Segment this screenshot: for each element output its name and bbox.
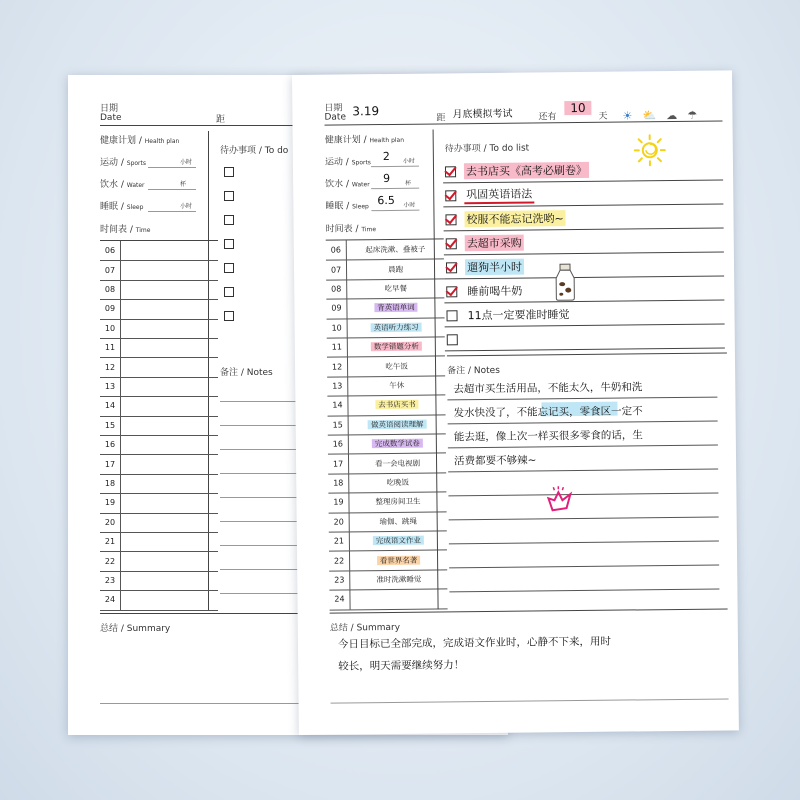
cloud-icon[interactable]: ☁ xyxy=(666,108,678,123)
schedule-activity-text: 准时洗漱睡觉 xyxy=(376,574,422,585)
sleep-label: 睡眠 / Sleep xyxy=(100,202,144,212)
schedule-row xyxy=(100,319,218,339)
schedule-row xyxy=(326,259,444,281)
note-line xyxy=(449,517,719,521)
todo-checkbox[interactable] xyxy=(446,286,457,297)
schedule-hour: 07 xyxy=(326,260,347,280)
schedule-row xyxy=(100,513,218,533)
todo-checkbox[interactable] xyxy=(445,214,456,225)
todo-text: 11点一定要准时睡觉 xyxy=(467,308,570,323)
note-line xyxy=(220,593,305,594)
schedule-hour: 23 xyxy=(329,570,350,590)
schedule-hour: 11 xyxy=(100,338,121,357)
schedule-hour: 22 xyxy=(329,551,350,571)
todo-checkbox[interactable] xyxy=(446,262,457,273)
schedule-hour: 10 xyxy=(100,319,121,338)
schedule-hour: 15 xyxy=(328,415,349,435)
schedule-label: 时间表 / Time xyxy=(325,224,377,235)
schedule-hour: 09 xyxy=(100,299,121,318)
schedule-row xyxy=(100,532,218,552)
schedule-activity xyxy=(348,341,445,353)
todo-checkbox[interactable] xyxy=(446,238,457,249)
schedule-activity-text: 完成语文作业 xyxy=(373,536,424,546)
schedule-activity-text: 完成数学试卷 xyxy=(372,439,423,449)
schedule-hour: 13 xyxy=(100,377,121,396)
schedule-activity xyxy=(347,244,444,256)
water-label: 饮水 / Water xyxy=(325,179,370,190)
rain-icon[interactable]: ☂ xyxy=(687,108,698,122)
sleep-label: 睡眠 / Sleep xyxy=(325,201,369,212)
health-plan-label: 健康计划 / Health plan xyxy=(324,135,405,146)
note-line xyxy=(220,449,305,450)
schedule-activity-text: 去书店买书 xyxy=(375,400,419,409)
sports-label: 运动 / Sports xyxy=(100,158,146,168)
date-label: 日期 Date xyxy=(100,104,122,123)
schedule-activity-text xyxy=(396,594,402,603)
sports-label: 运动 / Sports xyxy=(324,157,371,168)
note-line xyxy=(447,397,717,401)
todo-text: 校服不能忘记洗哟~ xyxy=(464,210,565,227)
schedule-activity-text: 数学错题分析 xyxy=(371,342,422,352)
todo-checkbox[interactable] xyxy=(224,239,234,249)
days-left: 10 xyxy=(564,101,591,115)
schedule-activity xyxy=(348,379,445,391)
schedule-row xyxy=(100,416,218,436)
schedule-hour: 12 xyxy=(100,357,121,376)
notes-label: 备注 / Notes xyxy=(220,368,273,378)
summary-line: 今日目标已全部完成，完成语文作业时，心静不下来，用时 xyxy=(337,635,612,651)
date-label: 日期 Date xyxy=(324,103,347,123)
schedule-row xyxy=(326,278,444,300)
schedule-activity xyxy=(349,457,446,469)
schedule-row xyxy=(100,435,218,455)
schedule-row xyxy=(100,338,218,358)
schedule-hour: 09 xyxy=(326,299,347,319)
note-line xyxy=(220,425,305,426)
schedule-row xyxy=(328,472,446,494)
note-line-text: 能去逛，像上次一样买很多零食的话，生 xyxy=(453,429,643,444)
schedule-activity-text: 整理房间卫生 xyxy=(375,497,421,507)
schedule-activity xyxy=(350,515,447,527)
schedule-hour: 17 xyxy=(328,454,349,474)
countdown-label: 距 xyxy=(216,115,226,125)
schedule-row xyxy=(100,551,218,571)
notes-label: 备注 / Notes xyxy=(447,365,500,377)
front-planner-page: 日期 Date 3.19 距 月底模拟考试 还有 10 天 ☀ ⛅ ☁ ☂ 健康计划 / Health plan 运动 / Sports 2 小时 饮水 / Water 9 杯 睡眠 / Sleep 6.5 小时 时间表 / Time 06 起床洗漱、叠被子 07 晨跑 08 吃早餐 09 背英语单词 10 英语听力练习 11 数学错题分析 12 吃午饭 13 午休 14 去书店买书 15 做英语阅读理解 16 完成数学试卷 17 看一会电视剧 18 吃晚饭 19 整理房间卫生 20 瑜伽、跳绳 21 完成语文作业 22 看世界名著 23 准时洗漱睡觉 24 待办事项 / To do list 去书店买《高考必刷卷》 巩固英语语法 校服不能忘记洗哟~ 去超市采购 遛狗半小时 睡前喝牛奶 11点一定要准时睡觉 备注 / Notes 去超市买生活用品，不能太久，牛奶和洗 发水快没了，不能忘记买，零食区一定不 能去逛，像上次一样买很多零食的话，生 活费都要不够辣~ 总结 / Summary 今日目标已全部完成，完成语文作业时，心静不下来，用时 较长，明天需要继续努力！ xyxy=(292,70,739,735)
schedule-row xyxy=(329,511,447,533)
schedule-row xyxy=(329,589,447,611)
note-line xyxy=(448,493,718,497)
schedule-table xyxy=(326,239,444,604)
schedule-hour: 10 xyxy=(327,318,348,338)
todo-checkbox[interactable] xyxy=(224,215,234,225)
schedule-hour: 19 xyxy=(100,493,121,512)
schedule-activity-text: 吃晚饭 xyxy=(386,477,410,488)
schedule-hour: 20 xyxy=(329,512,350,532)
countdown-label: 距 xyxy=(436,113,446,124)
countdown-event: 月底模拟考试 xyxy=(452,108,513,121)
schedule-hour: 08 xyxy=(100,280,121,299)
schedule-hour: 21 xyxy=(329,531,350,551)
todo-checkbox[interactable] xyxy=(224,263,234,273)
schedule-activity xyxy=(350,573,447,585)
todo-checkbox[interactable] xyxy=(224,311,234,321)
schedule-hour: 14 xyxy=(327,396,348,416)
todo-checkbox[interactable] xyxy=(224,167,234,177)
schedule-hour: 19 xyxy=(328,493,349,513)
schedule-row xyxy=(100,454,218,474)
schedule-activity-text: 背英语单词 xyxy=(374,303,418,312)
schedule-activity xyxy=(349,418,446,430)
note-line-text: 活费都要不够辣~ xyxy=(453,454,537,468)
schedule-hour: 24 xyxy=(100,590,121,609)
todo-checkbox[interactable] xyxy=(445,166,456,177)
note-line-text: 发水快没了，不能忘记买，零食区一定不 xyxy=(453,405,643,420)
note-line xyxy=(449,589,719,593)
schedule-activity-text: 吃午饭 xyxy=(385,361,408,371)
schedule-row xyxy=(327,395,445,417)
schedule-hour: 16 xyxy=(328,434,349,454)
note-line xyxy=(220,569,305,570)
note-line xyxy=(220,497,305,498)
schedule-hour: 08 xyxy=(326,279,347,299)
note-line xyxy=(448,469,718,473)
schedule-label: 时间表 / Time xyxy=(100,225,151,235)
schedule-activity xyxy=(350,554,447,566)
todo-checkbox[interactable] xyxy=(445,190,456,201)
schedule-row xyxy=(100,260,218,280)
schedule-activity-text: 看世界名著 xyxy=(377,555,421,564)
schedule-hour: 06 xyxy=(326,240,347,260)
sports-value: 2 xyxy=(382,149,390,164)
todo-text: 巩固英语语法 xyxy=(464,185,534,204)
summary-label: 总结 / Summary xyxy=(100,624,171,634)
note-line xyxy=(449,565,719,569)
schedule-row xyxy=(100,241,218,261)
schedule-row xyxy=(100,590,218,610)
crown-doodle-icon xyxy=(544,484,574,514)
todo-text: 遛狗半小时 xyxy=(465,259,524,276)
note-line-text: 去超市买生活用品，不能太久，牛奶和洗 xyxy=(453,381,643,396)
schedule-activity xyxy=(348,321,445,333)
schedule-activity xyxy=(349,496,446,508)
schedule-row xyxy=(327,336,445,358)
schedule-activity-text: 英语听力练习 xyxy=(371,322,422,332)
schedule-row xyxy=(329,550,447,572)
schedule-hour: 06 xyxy=(100,241,121,260)
partly-cloudy-icon[interactable]: ⛅ xyxy=(642,109,657,123)
schedule-row xyxy=(328,492,446,514)
schedule-activity xyxy=(349,476,446,488)
todo-text: 去书店买《高考必刷卷》 xyxy=(464,162,589,179)
date-value: 3.19 xyxy=(352,104,380,119)
schedule-hour: 20 xyxy=(100,513,121,532)
note-line xyxy=(220,473,305,474)
schedule-activity xyxy=(347,282,444,294)
schedule-row xyxy=(100,571,218,591)
schedule-row xyxy=(329,530,447,552)
todo-text: 去超市采购 xyxy=(465,235,524,252)
schedule-hour: 24 xyxy=(329,590,350,610)
water-value: 9 xyxy=(383,171,391,186)
schedule-activity-text: 起床洗漱、叠被子 xyxy=(365,244,426,255)
todo-checkbox[interactable] xyxy=(224,191,234,201)
schedule-row xyxy=(100,299,218,319)
schedule-hour: 12 xyxy=(327,357,348,377)
note-line xyxy=(220,545,305,546)
milk-bottle-icon xyxy=(552,262,578,302)
schedule-hour: 18 xyxy=(100,474,121,493)
schedule-row xyxy=(328,453,446,475)
water-label: 饮水 / Water xyxy=(100,180,145,190)
todo-checkbox[interactable] xyxy=(446,310,457,321)
summary-line: 较长，明天需要继续努力！ xyxy=(338,659,465,673)
schedule-hour: 14 xyxy=(100,396,121,415)
note-line xyxy=(220,401,305,402)
todo-label: 待办事项 / To do list xyxy=(444,143,530,155)
todo-label: 待办事项 / To do xyxy=(220,146,289,156)
schedule-hour: 18 xyxy=(328,473,349,493)
schedule-row xyxy=(327,356,445,378)
schedule-row xyxy=(328,433,446,455)
schedule-row xyxy=(100,357,218,377)
note-line xyxy=(448,421,718,425)
schedule-hour: 22 xyxy=(100,551,121,570)
schedule-hour: 16 xyxy=(100,435,121,454)
schedule-activity-text: 做英语阅读理解 xyxy=(368,419,427,429)
schedule-hour: 07 xyxy=(100,260,121,279)
todo-text: 睡前喝牛奶 xyxy=(467,284,523,299)
schedule-row xyxy=(100,396,218,416)
sun-icon[interactable]: ☀ xyxy=(622,109,633,123)
note-line xyxy=(220,521,305,522)
schedule-hour: 13 xyxy=(327,376,348,396)
schedule-row xyxy=(100,377,218,397)
schedule-activity xyxy=(350,535,447,547)
schedule-activity xyxy=(348,360,445,372)
sleep-value: 6.5 xyxy=(377,193,395,208)
schedule-activity xyxy=(348,399,445,411)
schedule-activity-text: 瑜伽、跳绳 xyxy=(379,516,417,526)
schedule-row xyxy=(327,317,445,339)
todo-checkbox[interactable] xyxy=(447,334,458,345)
note-line xyxy=(449,541,719,545)
schedule-row xyxy=(327,375,445,397)
schedule-activity xyxy=(347,302,444,314)
schedule-hour: 21 xyxy=(100,532,121,551)
summary-label: 总结 / Summary xyxy=(329,622,401,634)
schedule-row xyxy=(329,569,447,591)
schedule-hour: 15 xyxy=(100,416,121,435)
schedule-activity-text: 晨跑 xyxy=(387,264,404,274)
schedule-row xyxy=(100,493,218,513)
todo-checkbox[interactable] xyxy=(224,287,234,297)
schedule-activity xyxy=(349,438,446,450)
schedule-activity xyxy=(347,263,444,275)
back-planner-page: 日期 Date 距 健康计划 / Health plan 运动 / Sports 小时 饮水 / Water 杯 睡眠 / Sleep 小时 时间表 / Time 待办事项 / To do 备注 / Notes 06 07 08 09 10 11 12 13 14 15 16 17 18 19 20 21 22 23 24 总结 / Summary xyxy=(68,75,508,735)
schedule-row xyxy=(326,298,444,320)
schedule-hour: 23 xyxy=(100,571,121,590)
schedule-activity-text: 吃早餐 xyxy=(384,283,408,294)
note-line xyxy=(448,445,718,449)
schedule-activity xyxy=(350,594,447,604)
health-plan-label: 健康计划 / Health plan xyxy=(100,136,180,146)
schedule-row xyxy=(100,474,218,494)
schedule-row xyxy=(328,414,446,436)
schedule-row xyxy=(100,280,218,300)
schedule-activity-text: 午休 xyxy=(389,380,405,390)
schedule-hour: 11 xyxy=(327,337,348,357)
schedule-activity-text: 看一会电视剧 xyxy=(375,458,421,468)
schedule-hour: 17 xyxy=(100,454,121,473)
schedule-row xyxy=(326,239,444,261)
